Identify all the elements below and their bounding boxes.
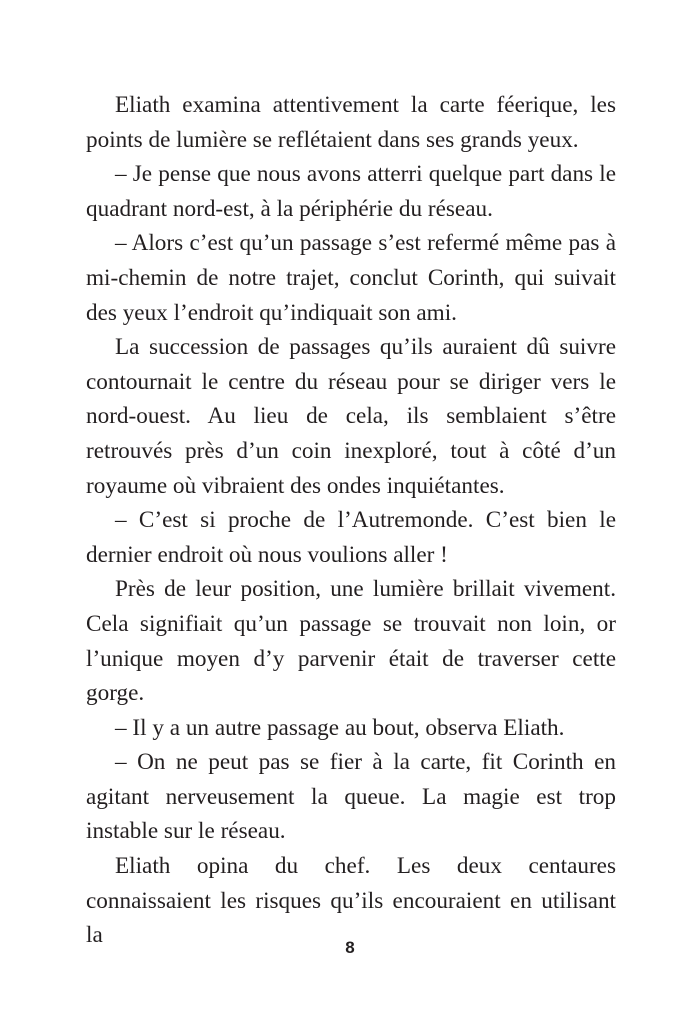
paragraph: Eliath examina attentivement la carte féerique, les points de lumière se reflétaient dans ses grands yeux.: [86, 92, 616, 153]
paragraph: Eliath opina du chef. Les deux centaures connaissaient les risques qu’ils encouraient en utilisant la: [86, 853, 616, 949]
paragraph: – Il y a un autre passage au bout, observa Eliath.: [115, 714, 565, 741]
page-number: 8: [345, 938, 355, 957]
paragraph: – C’est si proche de l’Autremonde. C’est bien le dernier endroit où nous voulions aller !: [86, 507, 616, 568]
paragraph: Près de leur position, une lumière brillait vivement. Cela signifiait qu’un passage se trouvait non loin, or l’unique moyen d’y parvenir était de traverser cette gorge.: [86, 576, 616, 707]
paragraph: – Alors c’est qu’un passage s’est refermé même pas à mi-chemin de notre trajet, conclut Corinth, qui suivait des yeux l’endroit qu’indiquait son ami.: [86, 230, 616, 326]
body-text: [86, 88, 616, 953]
paragraph: – Je pense que nous avons atterri quelque part dans le quadrant nord-est, à la périphérie du réseau.: [86, 161, 616, 222]
paragraph: – On ne peut pas se fier à la carte, fit Corinth en agitant nerveusement la queue. La magie est trop instable sur le réseau.: [86, 749, 616, 845]
paragraph: La succession de passages qu’ils auraient dû suivre contournait le centre du réseau pour se diriger vers le nord-ouest. Au lieu de cela, ils semblaient s’être retrouvés près d’un coin inexploré, tout à côté d’un royaume où vibraient des ondes inquiétantes.: [86, 334, 616, 499]
